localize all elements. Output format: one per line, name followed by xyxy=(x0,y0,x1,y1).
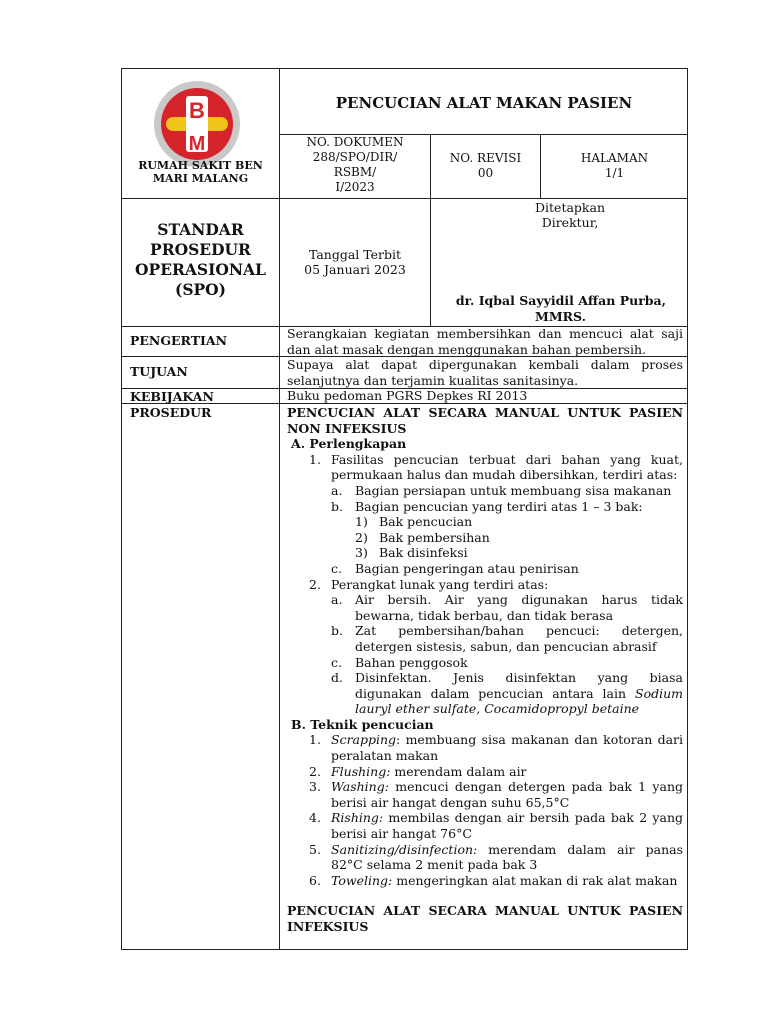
prosedur-body xyxy=(287,405,683,935)
item-text xyxy=(331,732,683,763)
list-item xyxy=(287,561,683,577)
item-number: 4. xyxy=(309,810,321,826)
list-item xyxy=(287,670,683,717)
pengertian-label: PENGERTIAN xyxy=(130,333,227,348)
item-number: 3) xyxy=(355,545,368,561)
hospital-name: RUMAH SAKIT BEN MARI MALANG xyxy=(138,159,263,185)
list-item xyxy=(287,623,683,654)
issue-date: 05 Januari 2023 xyxy=(304,262,406,277)
item-number: c. xyxy=(331,560,342,576)
list-item xyxy=(287,779,683,810)
item-text: Bagian persiapan untuk membuang sisa makanan xyxy=(355,482,672,498)
list-item xyxy=(287,592,683,623)
list-item xyxy=(287,577,683,593)
list-item xyxy=(287,514,683,530)
item-text: Bagian pengeringan atau penirisan xyxy=(355,560,579,576)
list-item xyxy=(287,483,683,499)
item-text: Bak pencucian xyxy=(379,514,473,530)
hospital-logo xyxy=(152,79,242,169)
prosedur-label: PROSEDUR xyxy=(130,405,212,420)
item-number: 3. xyxy=(309,779,321,795)
section-heading: PENCUCIAN ALAT SECARA MANUAL UNTUK PASIEN NON INFEKSIUS xyxy=(287,405,683,436)
page-value: 1/1 xyxy=(604,166,625,180)
list-item xyxy=(287,655,683,671)
item-text xyxy=(331,764,683,780)
item-number: b. xyxy=(331,623,343,639)
item-text-plain: merendam dalam air panas 82°C selama 2 menit pada bak 3 xyxy=(331,841,683,873)
item-text: Fasilitas pencucian terbuat dari bahan yang kuat, permukaan halus dan mudah dibersihkan, terdiri atas: xyxy=(331,451,683,483)
item-text-plain: mencuci dengan detergen pada bak 1 yang berisi air hangat dengan suhu 65,5°C xyxy=(331,779,683,810)
item-number: 2. xyxy=(309,576,321,592)
doc-number-line: RSBM/ xyxy=(333,165,377,179)
list-item xyxy=(287,873,683,889)
doc-number-cell xyxy=(280,135,430,195)
kebijakan-label: KEBIJAKAN xyxy=(130,389,214,404)
item-text xyxy=(331,779,683,810)
item-text xyxy=(331,810,683,841)
item-text xyxy=(331,842,683,873)
approved-role: Direktur, xyxy=(541,215,599,230)
spo-line: OPERASIONAL xyxy=(135,260,266,279)
item-number: c. xyxy=(331,654,342,670)
item-term: Washing: xyxy=(331,779,389,795)
revision-cell xyxy=(431,151,540,181)
item-number: a. xyxy=(331,592,343,608)
list-item xyxy=(287,810,683,841)
list-item xyxy=(287,545,683,561)
item-number: 2) xyxy=(355,529,368,545)
item-text: Zat pembersihan/bahan pencuci: detergen, detergen sistesis, sabun, dan pencucian abrasif xyxy=(355,623,683,654)
doc-number-label: NO. DOKUMEN xyxy=(306,135,404,149)
doc-number-line: 288/SPO/DIR/ xyxy=(312,150,398,164)
item-text: Air bersih. Air yang digunakan harus tidak bewarna, tidak berbau, dan tidak berasa xyxy=(355,592,683,623)
spo-line: STANDAR xyxy=(157,220,244,239)
list-item xyxy=(287,452,683,483)
item-text-plain: membilas dengan air bersih pada bak 2 yang berisi air hangat 76°C xyxy=(331,810,683,842)
section-heading: PENCUCIAN ALAT SECARA MANUAL UNTUK PASIEN INFEKSIUS xyxy=(287,903,683,934)
item-text: Bak disinfeksi xyxy=(379,545,468,561)
logo-graphic xyxy=(152,79,242,169)
item-term: Rishing: xyxy=(331,810,384,826)
item-number: 1) xyxy=(355,514,368,530)
item-number: b. xyxy=(331,498,343,514)
list-item xyxy=(287,764,683,780)
document-title: PENCUCIAN ALAT MAKAN PASIEN xyxy=(335,94,633,112)
item-text: Bahan penggosok xyxy=(355,654,468,670)
list-item xyxy=(287,842,683,873)
item-number: 1. xyxy=(309,732,321,748)
header-divider xyxy=(122,198,688,199)
item-number: 1. xyxy=(309,451,321,467)
item-number: 2. xyxy=(309,763,321,779)
item-term: Scrapping xyxy=(331,732,397,748)
issue-date-cell xyxy=(280,247,430,277)
item-text xyxy=(331,873,683,889)
pengertian-text: Serangkaian kegiatan membersihkan dan mencuci alat saji dan alat masak dengan menggunakan bahan pembersih. xyxy=(287,326,683,357)
spo-line: (SPO) xyxy=(174,280,227,299)
list-item xyxy=(287,530,683,546)
list-item xyxy=(287,499,683,515)
column-divider xyxy=(279,69,280,950)
spo-line: PROSEDUR xyxy=(150,240,251,259)
page-cell xyxy=(541,151,688,181)
logo-letter-m: M xyxy=(188,133,206,155)
page-label: HALAMAN xyxy=(580,151,649,165)
item-term: Sanitizing/disinfection: xyxy=(331,841,478,857)
item-number: a. xyxy=(331,482,343,498)
item-text xyxy=(355,670,683,717)
item-term: Flushing: xyxy=(331,763,391,779)
tujuan-text: Supaya alat dapat dipergunakan kembali dalam proses selanjutnya dan terjamin kualitas sanitasinya. xyxy=(287,357,683,388)
revision-value: 00 xyxy=(477,166,494,180)
spo-document xyxy=(121,68,688,950)
revision-label: NO. REVISI xyxy=(449,151,522,165)
approved-label: Ditetapkan xyxy=(535,200,605,215)
subsection-title: A. Perlengkapan xyxy=(291,436,407,452)
item-number: 6. xyxy=(309,872,321,888)
subsection-title: B. Teknik pencucian xyxy=(291,716,434,732)
item-text: Bagian pencucian yang terdiri atas 1 – 3 bak: xyxy=(355,498,643,514)
director-name: dr. Iqbal Sayyidil Affan Purba, xyxy=(455,293,666,308)
doc-number-line: I/2023 xyxy=(335,180,375,194)
director-title: MMRS. xyxy=(535,309,586,324)
item-text-plain: merendam dalam air xyxy=(390,763,527,779)
item-text-plain: Disinfektan. Jenis disinfektan yang biasa digunakan dalam pencucian antara lain xyxy=(355,670,683,701)
director-signature xyxy=(432,293,682,325)
item-term: Toweling: xyxy=(331,872,393,888)
tujuan-label: TUJUAN xyxy=(130,364,188,379)
item-text: Bak pembersihan xyxy=(379,529,490,545)
spo-heading xyxy=(122,220,279,300)
item-text: Perangkat lunak yang terdiri atas: xyxy=(331,576,549,592)
issue-label: Tanggal Terbit xyxy=(308,247,402,262)
item-number: 5. xyxy=(309,841,321,857)
approval-cell xyxy=(480,200,660,230)
list-item xyxy=(287,732,683,763)
item-number: d. xyxy=(331,670,343,686)
kebijakan-text: Buku pedoman PGRS Depkes RI 2013 xyxy=(287,388,528,403)
item-text-italic: Sodium lauryl ether sulfate, Cocamidopropyl betaine xyxy=(355,685,683,717)
item-text-plain: mengeringkan alat makan di rak alat makan xyxy=(392,872,678,888)
item-text-plain: : membuang sisa makanan dan kotoran dari peralatan makan xyxy=(331,732,683,764)
logo-letter-b: B xyxy=(189,98,205,123)
